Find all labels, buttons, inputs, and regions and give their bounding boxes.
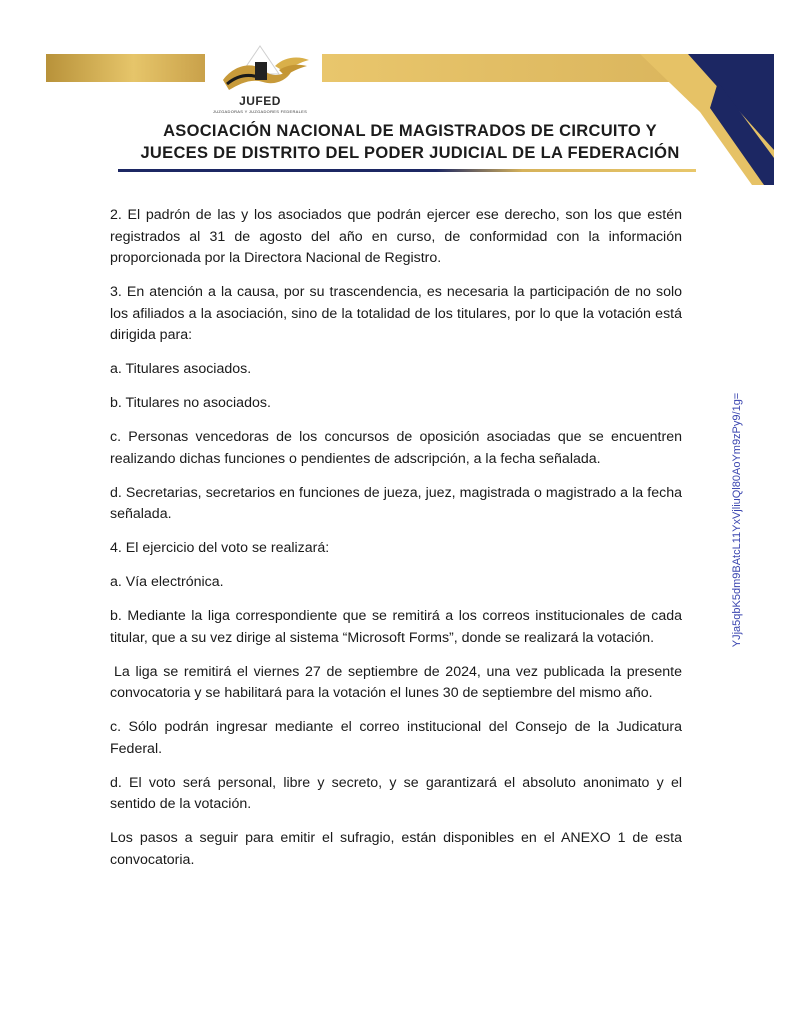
- list-item-d-secretaries: d. Secretarias, secretarios en funciones de jueza, juez, magistrada o magistrado a la fecha señalada.: [110, 484, 682, 522]
- list-item-c-winners: c. Personas vencedoras de los concursos de oposición asociadas que se encuentren realizando dichas funciones o pendientes de adscripción, a la fecha señalada.: [110, 429, 682, 467]
- paragraph-3-participation: 3. En atención a la causa, por su trascendencia, es necesaria la participación de no solo los afiliados a la asociación, sino de la totalidad de los titulares, por lo que la votación está dirigida para:: [110, 284, 682, 343]
- list-item-a-electronic: a. Vía electrónica.: [110, 574, 224, 590]
- document-body: [110, 205, 682, 884]
- paragraph-4-vote: 4. El ejercicio del voto se realizará:: [110, 540, 330, 556]
- title-line-1: ASOCIACIÓN NACIONAL DE MAGISTRADOS DE CIRCUITO Y: [163, 122, 657, 140]
- list-item-a-associated: a. Titulares asociados.: [110, 361, 252, 377]
- list-item-b-not-associated: b. Titulares no asociados.: [110, 395, 271, 411]
- paragraph-link-dates: La liga se remitirá el viernes 27 de septiembre de 2024, una vez publicada la presente convocatoria y se habilitará para la votación el lunes 30 de septiembre del mismo año.: [110, 663, 682, 701]
- paragraph-annex: Los pasos a seguir para emitir el sufragio, están disponibles en el ANEXO 1 de esta convocatoria.: [110, 830, 682, 868]
- jufed-logo: [205, 44, 315, 122]
- list-item-b-link: b. Mediante la liga correspondiente que se remitirá a los correos institucionales de cada titular, que a su vez dirige al sistema “Microsoft Forms”, donde se realizará la votación.: [110, 608, 682, 646]
- list-item-c-institutional-mail: c. Sólo podrán ingresar mediante el correo institucional del Consejo de la Judicatura Federal.: [110, 719, 682, 757]
- paragraph-2-registry: 2. El padrón de las y los asociados que podrán ejercer ese derecho, son los que estén registrados al 31 de agosto del año en curso, de conformidad con la información proporcionada por la Directora Nacional de Registro.: [110, 207, 682, 266]
- logo-emblem-icon: [205, 44, 315, 96]
- logo-subtitle: JUZGADORAS Y JUZGADORES FEDERALES: [212, 109, 308, 114]
- header-rule: [118, 169, 696, 172]
- page-title: [110, 120, 710, 164]
- logo-name: JUFED: [239, 94, 281, 108]
- side-verification-code: YJja5qbK5dm9BAtcL11YxVjliuQl80AoYm9zPy9/1g=: [731, 392, 743, 648]
- list-item-d-secret-vote: d. El voto será personal, libre y secreto, y se garantizará el absoluto anonimato y el sentido de la votación.: [110, 774, 682, 812]
- title-line-2: JUECES DE DISTRITO DEL PODER JUDICIAL DE LA FEDERACIÓN: [140, 144, 680, 162]
